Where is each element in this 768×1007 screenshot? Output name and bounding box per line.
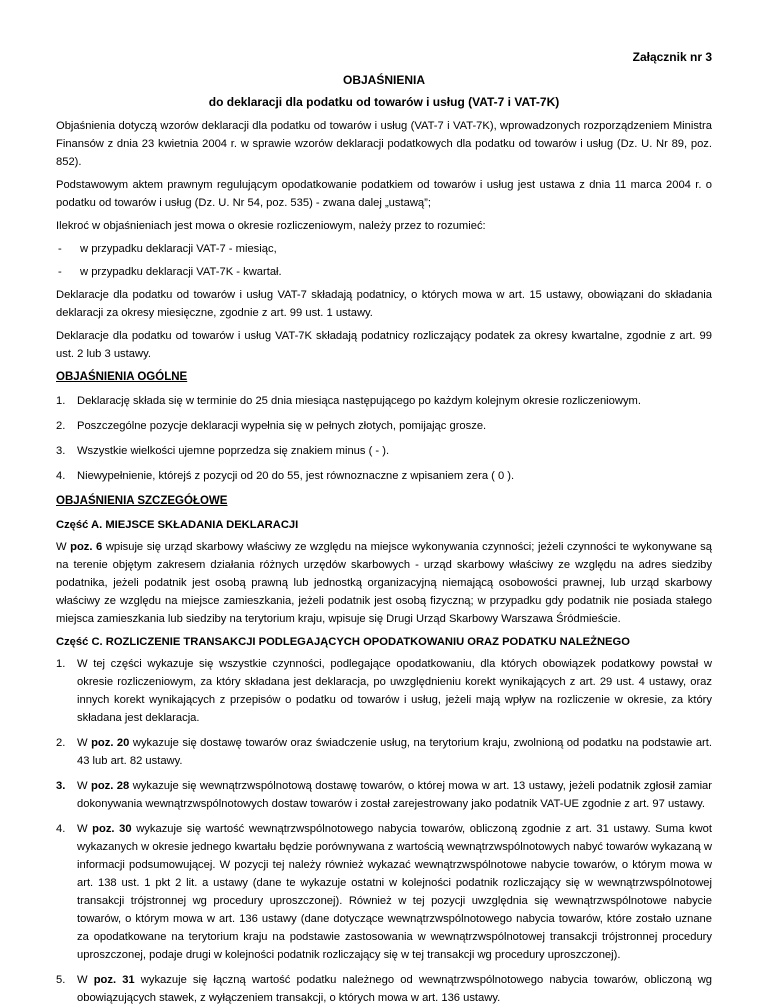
general-section-heading: OBJAŚNIENIA OGÓLNE: [56, 371, 188, 383]
list-item: [56, 240, 712, 258]
list-item: [56, 777, 712, 813]
list-item: [56, 442, 712, 460]
list-item-text: W tej części wykazuje się wszystkie czynności, podlegające opodatkowaniu, dla których obowiązek podatkowy powstał w okresie rozliczeniowym, za który składana jest deklaracja, po uwzględnieniu korekt wynikających z art. 29 ust. 4 ustawy, oraz innych korekt wynikających z przepisów o podatku od towarów i usług, jeżeli mają wpływ na rozliczenie w okresie, za który składana jest deklaracja.: [77, 658, 712, 724]
text-lead: W: [77, 737, 92, 749]
detailed-section-heading: OBJAŚNIENIA SZCZEGÓŁOWE: [56, 495, 228, 507]
text-rest: wykazuje się wewnątrzwspólnotową dostawę towarów, o której mowa w art. 13 ustawy, jeżeli podatnik zgłosił zamiar dokonywania wewnątrzwspólnotowych dostaw towarów i został zarejestrowany jako podatnik VAT-UE zgodnie z art. 97 ustawy.: [77, 780, 713, 810]
dash-bullet: -: [58, 266, 62, 278]
text-rest: wpisuje się urząd skarbowy właściwy ze względu na miejsce wykonywania czynności; jeżeli czynności te wykonywane są na terenie objętym zakresem działania różnych urzędów skarbowych - urząd skarbowy właściwy ze względu na adres siedziby podatnika, jeżeli podatnik jest osobą prawną lub jednostką organizacyjną niemającą osobowości prawnej, lub urząd skarbowy właściwy ze względu na miejsce zamieszkania, jeżeli podatnik jest osobą fizyczną; w przypadku gdy podatnik nie posiada stałego miejsca zamieszkania lub siedziby na terytorium kraju, wpisuje się Drugi Urząd Skarbowy Warszawa Śródmieście.: [56, 541, 713, 625]
field-reference: poz. 28: [91, 780, 130, 792]
part-c-heading: Część C. ROZLICZENIE TRANSAKCJI PODLEGAJĄCYCH OPODATKOWANIU ORAZ PODATKU NALEŻNEGO: [56, 636, 630, 648]
field-reference: poz. 31: [93, 974, 135, 986]
intro-paragraph-5: Deklaracje dla podatku od towarów i usług VAT-7K składają podatnicy rozliczający podatek za okresy kwartalne, zgodnie z art. 99 ust. 2 lub 3 ustawy.: [56, 330, 712, 360]
text-rest: wykazuje się łączną wartość podatku należnego od wewnątrzwspólnotowego nabycia towarów, obliczoną wg obowiązujących stawek, z wyłączeniem transakcji, o których mowa w art. 136 ustawy.: [77, 974, 713, 1004]
intro-paragraph-4: Deklaracje dla podatku od towarów i usług VAT-7 składają podatnicy, o których mowa w art. 15 ustawy, obowiązani do składania deklaracji za okresy miesięczne, zgodnie z art. 99 ust. 1 ustawy.: [56, 289, 712, 319]
intro-paragraph-3: Ilekroć w objaśnieniach jest mowa o okresie rozliczeniowym, należy przez to rozumieć:: [56, 220, 486, 232]
item-number: 4.: [56, 823, 66, 835]
list-item: [56, 734, 712, 770]
part-a-heading: Część A. MIEJSCE SKŁADANIA DEKLARACJI: [56, 519, 299, 531]
text-lead: W: [56, 541, 71, 553]
text-lead: W: [77, 974, 94, 986]
list-item-text: [77, 971, 712, 1007]
intro-paragraph-2: Podstawowym aktem prawnym regulującym opodatkowanie podatkiem od towarów i usług jest ustawa z dnia 11 marca 2004 r. o podatku od towarów i usług (Dz. U. Nr 54, poz. 535) - zwana dalej „ustawą”;: [56, 179, 712, 209]
item-number: 5.: [56, 974, 66, 986]
field-reference: poz. 20: [91, 737, 130, 749]
item-number: 3.: [56, 780, 66, 792]
field-reference: poz. 6: [70, 541, 103, 553]
document-title: OBJAŚNIENIA: [342, 73, 425, 87]
item-number: 2.: [56, 420, 66, 432]
item-number: 2.: [56, 737, 66, 749]
list-item: [56, 392, 712, 410]
item-number: 3.: [56, 445, 66, 457]
text-rest: wykazuje się wartość wewnątrzwspólnotowego nabycia towarów, obliczoną zgodnie z art. 31 ustawy. Suma kwot wykazanych w okresie jednego kwartału będzie porównywana z wartością wewnątrzwspólnotowych nabyć towarów wykazaną w informacji podsumowującej. W pozycji tej należy również wykazać wewnątrzwspólnotowe nabycie towarów, o którym mowa w art. 138 ust. 1 pkt 2 lit. a ustawy (dane te wykazuje ostatni w kolejności podatnik rozliczający się w wewnątrzwspólnotowej transakcji trójstronnej wg procedury uproszczonej). Również w tej pozycji uwzględnia się wewnątrzwspólnotowe nabycie towarów, o którym mowa w art. 136 ustawy (dane dotyczące wewnątrzwspólnotowego nabycia towarów, które zostało uznane za opodatkowane na terytorium kraju na podstawie zastosowania w wewnątrzwspólnotowej transakcji trójstronnej procedury uproszczonej, podaje drugi w kolejności podatnik rozliczający się w tej transakcji wg procedury uproszczonej).: [77, 823, 712, 961]
list-item-text: Niewypełnienie, którejś z pozycji od 20 do 55, jest równoznaczne z wpisaniem zera ( 0 ).: [77, 470, 515, 482]
text-rest: wykazuje się dostawę towarów oraz świadczenie usług, na terytorium kraju, zwolnioną od podatku na podstawie art. 43 lub art. 82 ustawy.: [77, 737, 712, 767]
list-item-text: [77, 820, 712, 964]
list-item-text: w przypadku deklaracji VAT-7 - miesiąc,: [80, 243, 277, 255]
list-item: [56, 820, 712, 964]
intro-paragraph-1: Objaśnienia dotyczą wzorów deklaracji dla podatku od towarów i usług (VAT-7 i VAT-7K), wprowadzonych rozporządzeniem Ministra Finansów z dnia 23 kwietnia 2004 r. w sprawie wzorów deklaracji podatkowych dla podatku od towarów i usług (Dz. U. Nr 89, poz. 852).: [56, 120, 712, 168]
item-number: 1.: [56, 395, 66, 407]
item-number: 4.: [56, 470, 66, 482]
part-a-paragraph: [56, 538, 712, 628]
list-item: [56, 971, 712, 1007]
list-item-text: [77, 777, 712, 813]
document-subtitle: do deklaracji dla podatku od towarów i usług (VAT-7 i VAT-7K): [208, 95, 560, 109]
text-lead: W: [77, 823, 93, 835]
list-item-text: [77, 734, 712, 770]
field-reference: poz. 30: [92, 823, 132, 835]
dash-bullet: -: [58, 243, 62, 255]
list-item: [56, 417, 712, 435]
list-item-text: Poszczególne pozycje deklaracji wypełnia się w pełnych złotych, pomijając grosze.: [77, 420, 487, 432]
list-item: [56, 655, 712, 727]
list-item-text: w przypadku deklaracji VAT-7K - kwartał.: [80, 266, 282, 278]
list-item: [56, 263, 712, 281]
annex-label: Załącznik nr 3: [632, 50, 712, 64]
item-number: 1.: [56, 658, 66, 670]
text-lead: W: [77, 780, 91, 792]
list-item: [56, 467, 712, 485]
list-item-text: Wszystkie wielkości ujemne poprzedza się znakiem minus ( - ).: [77, 445, 390, 457]
list-item-text: Deklarację składa się w terminie do 25 dnia miesiąca następującego po każdym kolejnym okresie rozliczeniowym.: [77, 395, 641, 407]
